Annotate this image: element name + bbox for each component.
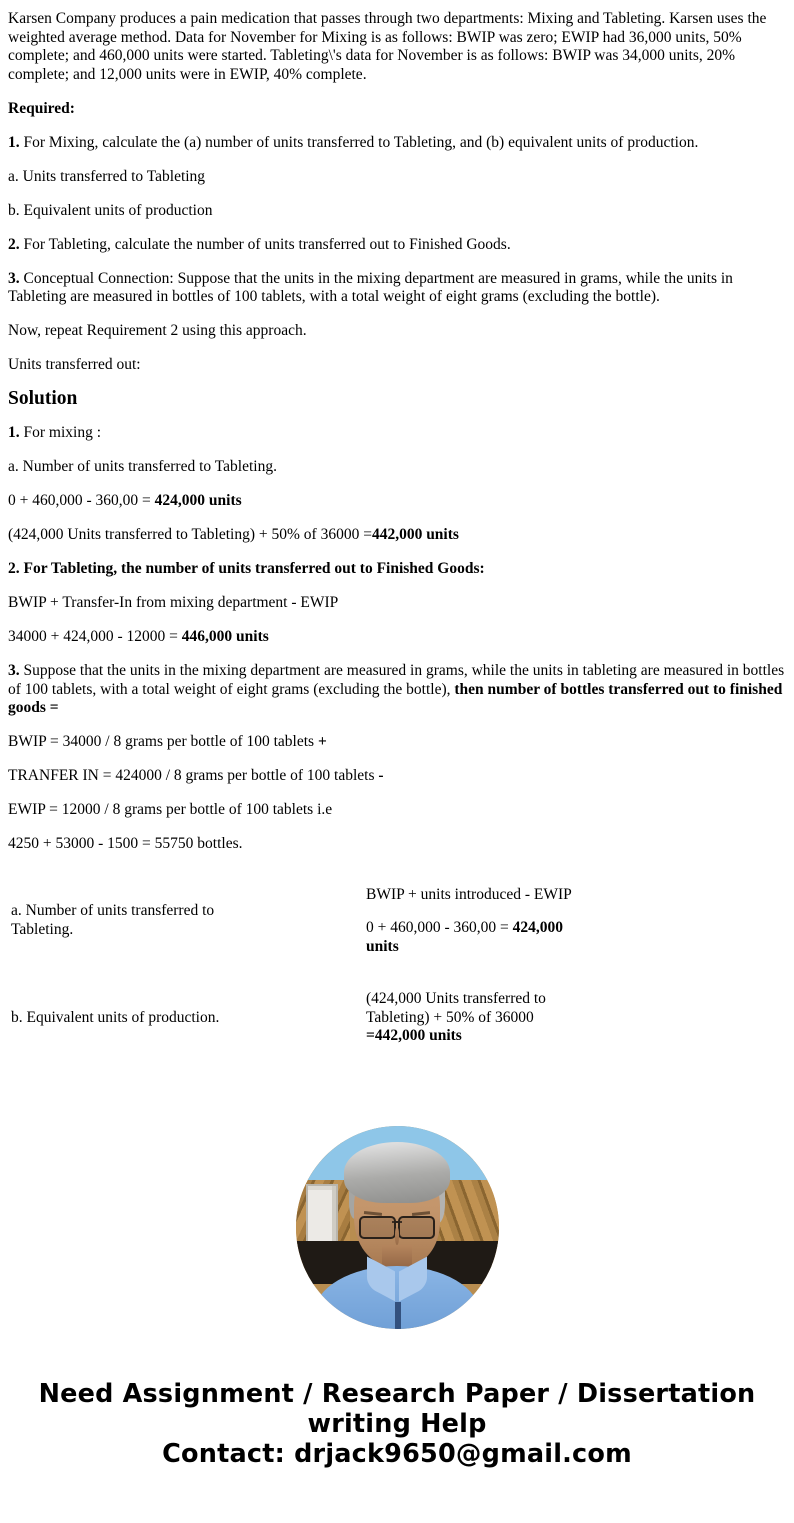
- row-a-calc-expression: 0 + 460,000 - 360,00 =: [366, 919, 513, 936]
- tableting-formula: BWIP + Transfer-In from mixing department - EWIP: [8, 594, 339, 611]
- calc-equivalent-units-expression: (424,000 Units transferred to Tableting) + 50% of 36000 =: [8, 526, 372, 543]
- table-row: [11, 886, 786, 957]
- calc-units-transferred-expression: 0 + 460,000 - 360,00 =: [8, 492, 155, 509]
- calc-finished-goods: [8, 628, 786, 647]
- profile-photo-circle: [296, 1126, 499, 1329]
- requirement-1: [8, 134, 786, 153]
- calc-equivalent-units-result: 442,000 units: [371, 526, 459, 543]
- calc-finished-goods-result: 446,000 units: [181, 628, 269, 645]
- row-b-calc: [366, 990, 591, 1046]
- calc-units-transferred-result: 424,000 units: [154, 492, 242, 509]
- repeat-note: Now, repeat Requirement 2 using this approach.: [8, 322, 307, 339]
- solution-1-text: For mixing :: [19, 424, 102, 441]
- hair-top: [344, 1142, 450, 1203]
- calc-finished-goods-expression: 34000 + 424,000 - 12000 =: [8, 628, 182, 645]
- solution-3-number: 3.: [8, 662, 20, 679]
- calc-equivalent-units: [8, 526, 786, 545]
- units-transferred-label: Units transferred out:: [8, 356, 141, 373]
- transfer-in-bottles-line: [8, 767, 786, 786]
- table-cell-label: [11, 902, 366, 939]
- requirement-2-text: For Tableting, calculate the number of units transferred out to Finished Goods.: [19, 235, 511, 253]
- solution-3-bold-text: then number of bottles transferred out to finished goods =: [8, 680, 783, 716]
- requirement-1-number: 1.: [8, 133, 20, 151]
- solution-1: [8, 424, 786, 443]
- row-b-calc-result: =442,000 units: [366, 1027, 462, 1044]
- bwip-bottles-expression: BWIP = 34000 / 8 grams per bottle of 100 tablets: [8, 733, 318, 750]
- footer-line-1: Need Assignment / Research Paper / Dissertation: [38, 1378, 756, 1409]
- requirement-1-text: For Mixing, calculate the (a) number of units transferred to Tableting, and (b) equivalent units of production.: [19, 133, 699, 151]
- table-cell-value: [366, 990, 591, 1046]
- tie: [395, 1302, 401, 1328]
- row-a-calc: [366, 919, 591, 956]
- ewip-bottles-line: EWIP = 12000 / 8 grams per bottle of 100 tablets i.e: [8, 801, 333, 818]
- calc-units-transferred: [8, 492, 786, 511]
- row-a-formula: BWIP + units introduced - EWIP: [366, 885, 572, 903]
- row-b-label: b. Equivalent units of production.: [11, 1008, 220, 1026]
- transfer-in-bottles-expression: TRANFER IN = 424000 / 8 grams per bottle of 100 tablets: [8, 767, 379, 784]
- summary-table: [11, 886, 786, 1046]
- calc-bottles-total: 4250 + 53000 - 1500 = 55750 bottles.: [8, 835, 243, 852]
- table-cell-value: [366, 886, 591, 957]
- solution-1a: a. Number of units transferred to Tableting.: [8, 458, 277, 475]
- table-cell-label: [11, 1009, 366, 1028]
- requirement-3-number: 3.: [8, 269, 20, 287]
- required-heading: Required:: [8, 99, 75, 117]
- footer-banner: [8, 1379, 786, 1469]
- solution-2-heading: 2. For Tableting, the number of units transferred out to Finished Goods:: [8, 560, 485, 577]
- requirement-2: [8, 236, 786, 255]
- solution-heading: Solution: [8, 388, 78, 409]
- solution-1-number: 1.: [8, 424, 20, 441]
- row-a-calc-result: 424,000 units: [366, 919, 564, 955]
- requirement-1b: b. Equivalent units of production: [8, 201, 213, 219]
- requirement-1a: a. Units transferred to Tableting: [8, 167, 206, 185]
- footer-line-2: writing Help: [307, 1408, 487, 1439]
- table-row: [11, 990, 786, 1046]
- requirement-2-number: 2.: [8, 235, 20, 253]
- problem-intro: Karsen Company produces a pain medication that passes through two departments: Mixing and Tableting. Karsen uses the weighted average method. Data for November for Mixing is as follows: BWIP was zero; EWIP had 36,000 units, 50% complete; and 460,000 units were started. Tableting\'s data for November is as follows: BWIP was 34,000 units, 20% complete; and 12,000 units were in EWIP, 40% complete.: [8, 10, 767, 83]
- solution-3: [8, 662, 786, 718]
- bwip-bottles-line: [8, 733, 786, 752]
- bwip-bottles-operator: +: [317, 733, 327, 750]
- solution-3-text: Suppose that the units in the mixing department are measured in grams, while the units in tableting are measured in bottles of 100 tablets, with a total weight of eight grams (excluding the bottle),: [8, 662, 785, 698]
- profile-photo: [296, 1126, 499, 1329]
- glasses-lens-right: [398, 1216, 435, 1239]
- row-b-calc-expression: (424,000 Units transferred to Tableting) + 50% of 36000: [366, 990, 546, 1026]
- requirement-3-text: Conceptual Connection: Suppose that the units in the mixing department are measured in grams, while the units in Tableting are measured in bottles of 100 tablets, with a total weight of eight grams (excluding the bottle).: [8, 269, 733, 305]
- footer-contact-email: Contact: drjack9650@gmail.com: [162, 1438, 632, 1469]
- row-a-label: a. Number of units transferred to Tableting.: [11, 902, 215, 938]
- transfer-in-bottles-operator: -: [378, 767, 384, 784]
- glasses-lens-left: [359, 1216, 396, 1239]
- requirement-3: [8, 270, 786, 307]
